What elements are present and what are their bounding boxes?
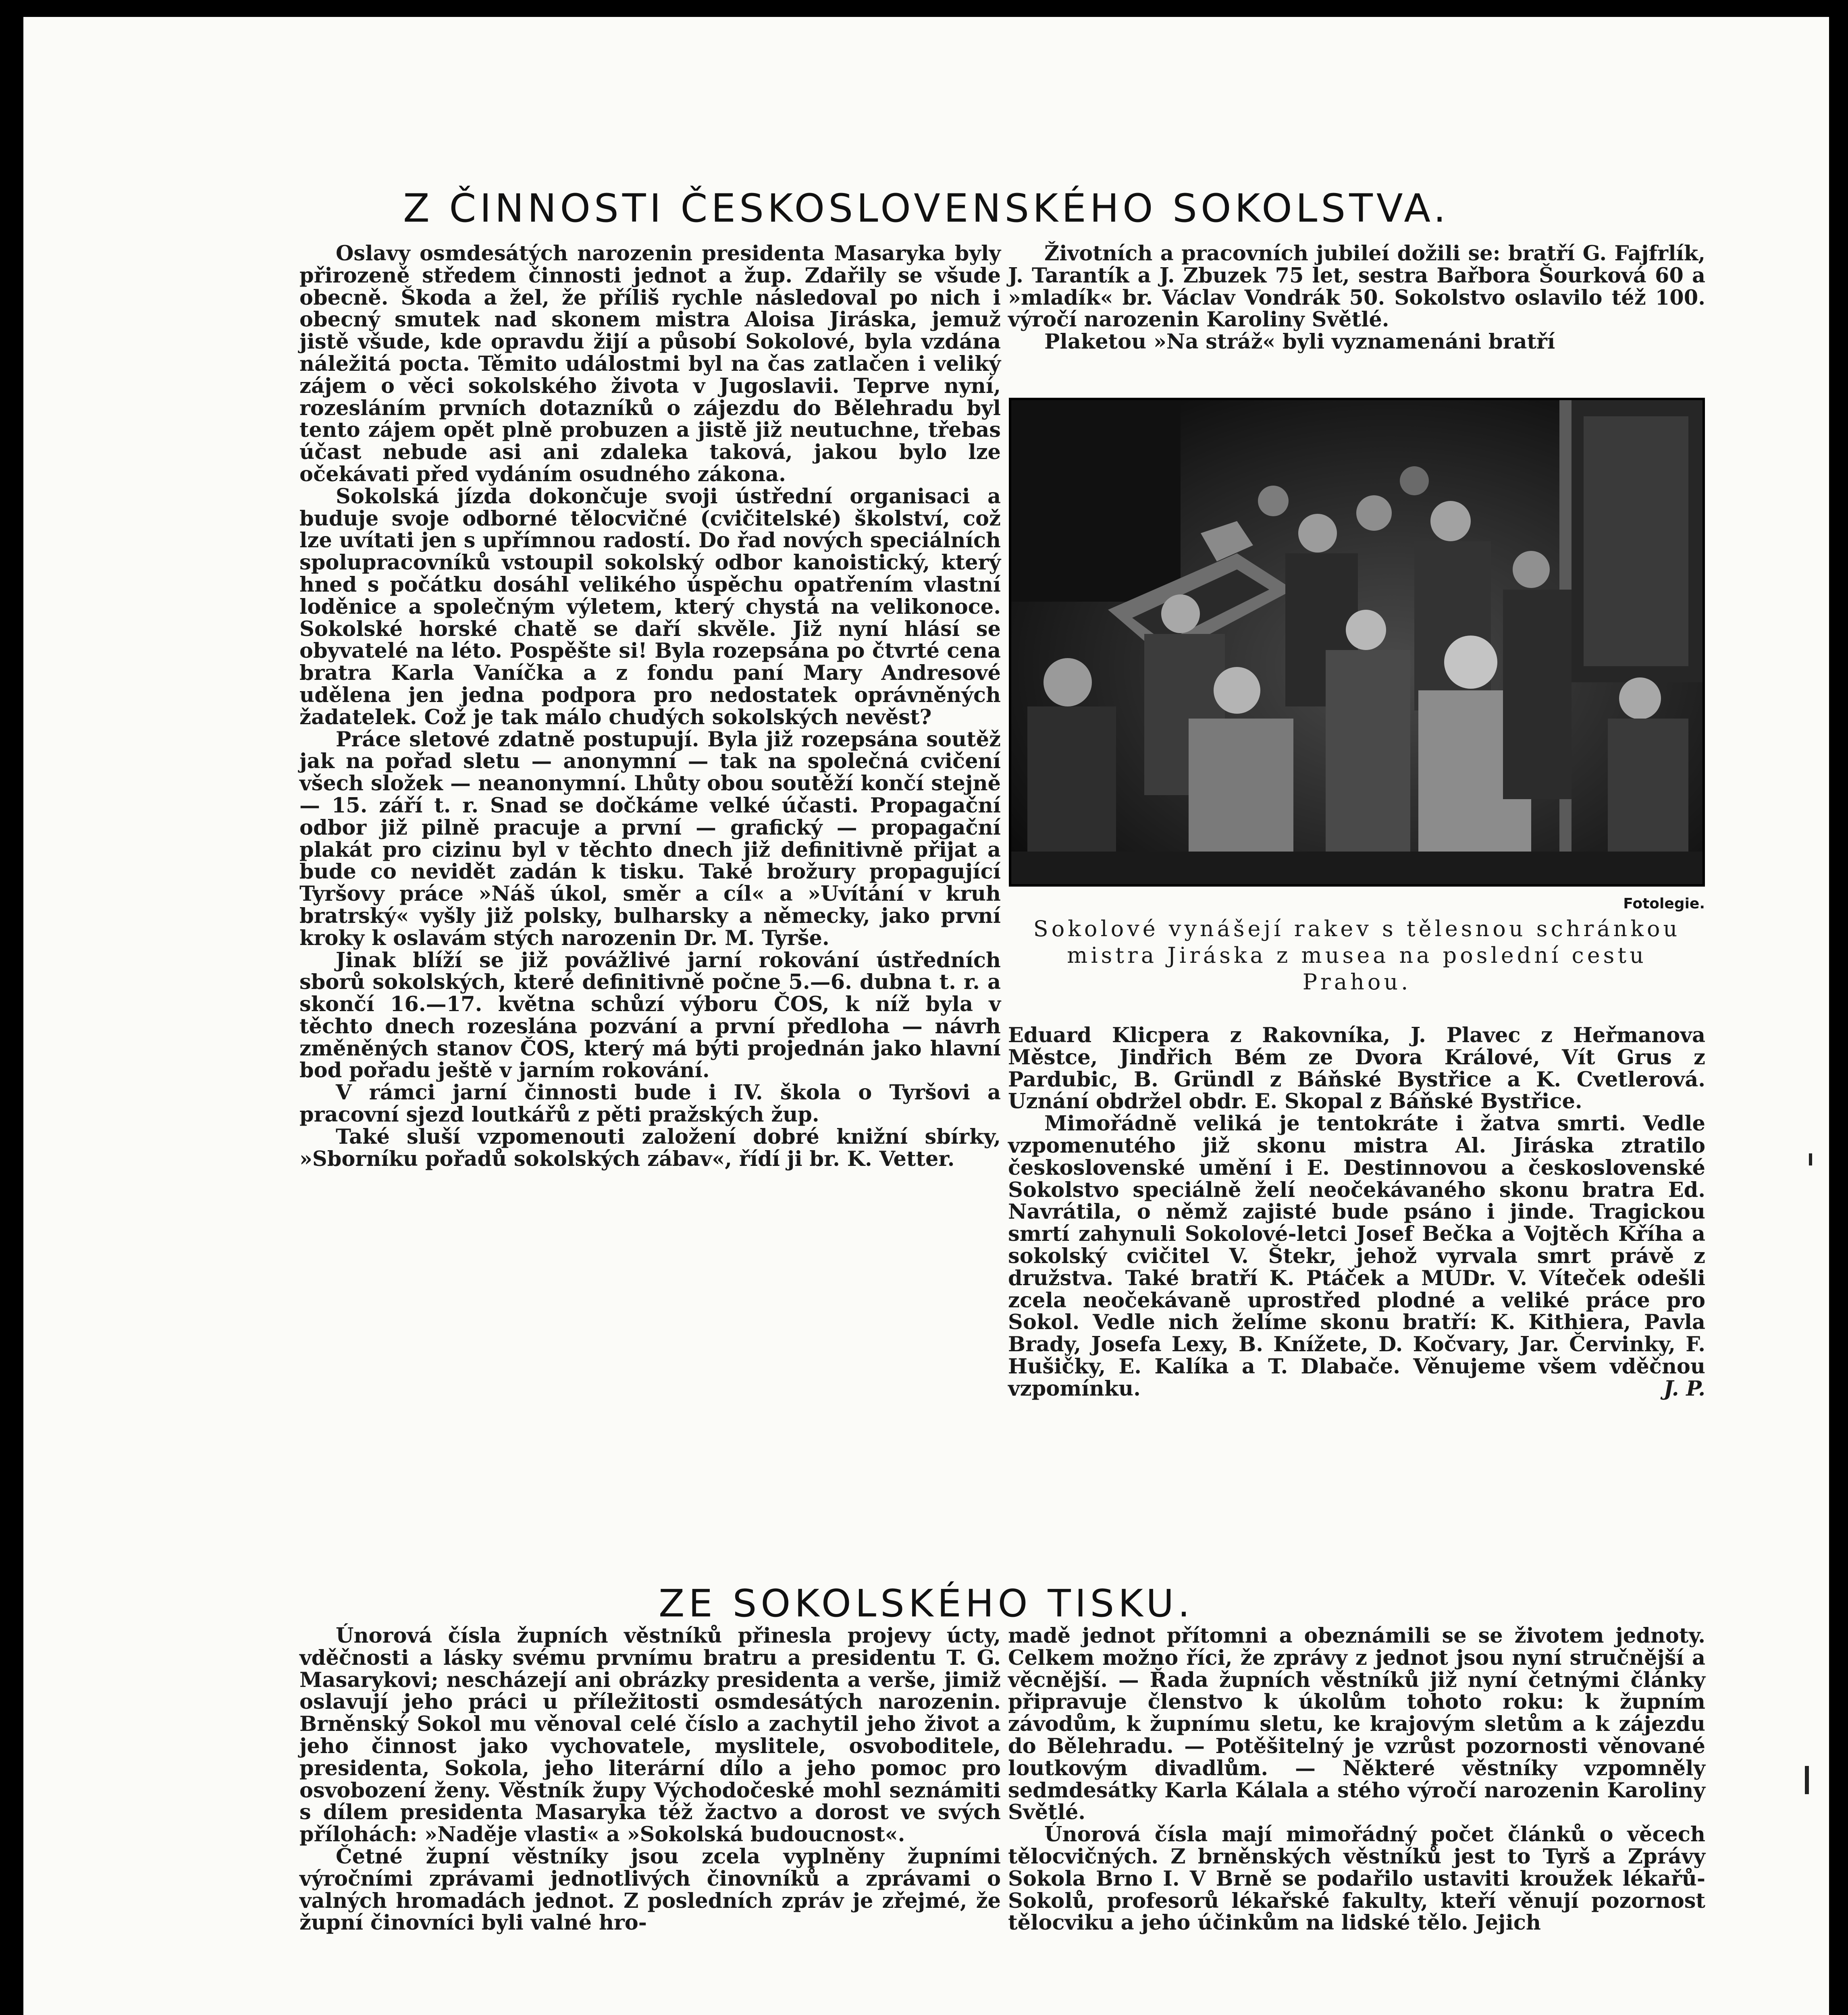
paragraph: Plaketou »Na stráž« byli vyznamenáni bratří [1044,330,1555,354]
paragraph: Také sluší vzpomenouti založení dobré knižní sbírky, »Sborníku pořadů sokolských zábav«, řídí ji br. K. Vetter. [299,1124,1001,1171]
paragraph: Únorová čísla mají mimořádný počet článků o věcech tělocvičných. Z brněnských věstníků jest to Tyrš a Zprávy Sokola Brno I. V Brně se podařilo ustaviti kroužek lékařů-Sokolů, profesorů lékařské fakulty, kteří věnují pozornost tělocviku a jeho účinkům na lidské tělo. Jejich [1008,1822,1705,1935]
scan-artifact [1809,1153,1812,1165]
scan-artifact [1805,1766,1809,1794]
paragraph: Únorová čísla župních věstníků přinesla projevy úcty, vděčnosti a lásky svému prvnímu bratru a presidentu T. G. Masarykovi; nescházejí ani obrázky presidenta a verše, jimiž oslavují jeho práci u příležitosti osmdesátých narozenin. Brněnský Sokol mu věnoval celé číslo a zachytil jeho život a jeho činnost jako vychovatele, myslitele, osvoboditele, presidenta, Sokola, jeho literární dílo a jeho pomoc pro osvobození ženy. Věstník župy Východočeské mohl seznámiti s dílem presidenta Masaryka též žactvo a dorost ve svých přílohách: »Naděje vlasti« a »Sokolská budoucnost«. [299,1624,1001,1847]
photo-caption: Sokolové vynášejí rakev s tělesnou schránkou mistra Jiráska z musea na poslední cestu Prahou. [1033,916,1681,995]
paragraph: madě jednot přítomni a obeznámili se se životem jednoty. Celkem možno říci, že zprávy z jednot jsou nyní stručnější a věcnější. — Řada župních věstníků již nyní četnými články připravuje členstvo k úkolům tohoto roku: k župním závodům, k župnímu sletu, ke krajovým sletům a k zájezdu do Bělehradu. — Potěšitelný je vzrůst pozornosti věnované loutkovým divadlům. — Některé věstníky vzpomněly sedmdesátky Karla Kálala a stého výročí narozenin Karoliny Světlé. [1008,1624,1705,1825]
article-activity-left-column [299,243,1001,1170]
paragraph: Jinak blíží se již povážlivé jarní rokování ústředních sborů sokolských, které definitivně počne 5.—6. dubna t. r. a skončí 16.—17. května schůzí výboru ČOS, k níž byla v těchto dnech rozeslána pozvání a první předloha — návrh změněných stanov ČOS, který má býti projednán jako hlavní bod pořadu ještě v jarním rokování. [299,948,1001,1083]
magazine-page [23,17,1829,2015]
article-activity-right-column-top [1008,243,1705,353]
section-title-sokol-press: ZE SOKOLSKÉHO TISKU. [658,1582,1194,1626]
author-signature: J. P. [1663,1376,1705,1401]
funeral-procession-photo [1009,398,1705,887]
article-press-left-column [299,1625,1001,1934]
photo-credit: Fotolegie. [1623,895,1705,912]
article-press-right-column [1008,1625,1705,1934]
paragraph: Práce sletové zdatně postupují. Byla již rozepsána soutěž jak na pořad sletu — anonymní — tak na společná cvičení všech složek — neanonymní. Lhůty obou soutěží končí stejně — 15. září t. r. Snad se dočkáme velké účasti. Propagační odbor již pilně pracuje a první — grafický — propagační plakát pro cizinu byl v těchto dnech již definitivně přijat a bude co nevidět zadán k tisku. Také brožury propagující Tyršovy práce »Náš úkol, směr a cíl« a »Uvítání v kruh bratrský« vyšly již polsky, bulharsky a německy, jako první kroky k oslavám stých narozenin Dr. M. Tyrše. [299,727,1001,950]
paragraph: Četné župní věstníky jsou zcela vyplněny župními výročními zprávami jednotlivých činovníků a zprávami o valných hromadách jednot. Z posledních zpráv je zřejmé, že župní činovníci byli valné hro- [299,1844,1001,1935]
paragraph [1008,1113,1705,1400]
paragraph-text: Mimořádně veliká je tentokráte i žatva smrti. Vedle vzpomenutého již skonu mistra Al. Jiráska ztratilo československé umění i E. Destinnovou a československé Sokolstvo speciálně želí neočekávaného skonu bratra Ed. Navrátila, o němž zajisté bude psáno i jinde. Tragickou smrtí zahynuli Sokolové-letci Josef Bečka a Vojtěch Kříha a sokolský cvičitel V. Štekr, jehož vyrvala smrt právě z družstva. Také bratří K. Ptáček a MUDr. V. Víteček odešli zcela neočekávaně uprostřed plodné a veliké práce pro Sokol. Vedle nich želíme skonu bratří: K. Kithiera, Pavla Brady, Josefa Lexy, B. Knížete, D. Kočvary, Jar. Červinky, F. Hušičky, E. Kalíka a T. Dlabače. Věnujeme všem vděčnou vzpomínku. [1008,1111,1705,1401]
paragraph: Oslavy osmdesátých narozenin presidenta Masaryka byly přirozeně středem činnosti jednot a žup. Zdařily se všude obecně. Škoda a žel, že příliš rychle následoval po nich i obecný smutek nad skonem mistra Aloisa Jiráska, jemuž jistě všude, kde opravdu žijí a působí Sokolové, byla vzdána náležitá pocta. Těmito událostmi byl na čas zatlačen i veliký zájem o věci sokolského života v Jugoslavii. Teprve nyní, rozesláním prvních dotazníků o zájezdu do Bělehradu byl tento zájem opět plně probuzen a jistě již neutuchne, třebas účast nebude asi ani zdaleka taková, jakou bylo lze očekávati před vydáním osudného zákona. [299,241,1001,486]
paragraph: Životních a pracovních jubileí dožili se: bratří G. Fajfrlík, J. Tarantík a J. Zbuzek 75 let, sestra Bařbora Šourková 60 a »mladík« br. Václav Vondrák 50. Sokolstvo oslavilo též 100. výročí narozenin Karoliny Světlé. [1008,241,1705,332]
section-title-sokol-activity: Z ČINNOSTI ČESKOSLOVENSKÉHO SOKOLSTVA. [403,186,1449,231]
funeral-photo-illustration [1011,400,1702,884]
article-activity-right-column-bottom [1008,1024,1705,1400]
paragraph: V rámci jarní činnosti bude i IV. škola o Tyršovi a pracovní sjezd loutkářů z pěti pražských žup. [299,1080,1001,1127]
paragraph: Sokolská jízda dokončuje svoji ústřední organisaci a buduje svoje odborné tělocvičné (cvičitelské) školství, což lze uvítati jen s upřímnou radostí. Do řad nových speciálních spolupracovníků vstoupil sokolský odbor kanoistický, který hned s počátku dosáhl velikého úspěchu opatřením vlastní loděnice a společným výletem, který chystá na velikonoce. Sokolské horské chatě se daří skvěle. Již nyní hlásí se obyvatelé na léto. Pospěšte si! Byla rozepsána po čtvrté cena bratra Karla Vaníčka a z fondu paní Mary Andresové udělena jen jedna podpora pro nedostatek oprávněných žadatelek. Což je tak málo chudých sokolských nevěst? [299,484,1001,729]
paragraph: Eduard Klicpera z Rakovníka, J. Plavec z Heřmanova Městce, Jindřich Bém ze Dvora Králové, Vít Grus z Pardubic, B. Gründl z Báňské Bystřice a K. Cvetlerová. Uznání obdržel obdr. E. Skopal z Báňské Bystřice. [1008,1023,1705,1114]
